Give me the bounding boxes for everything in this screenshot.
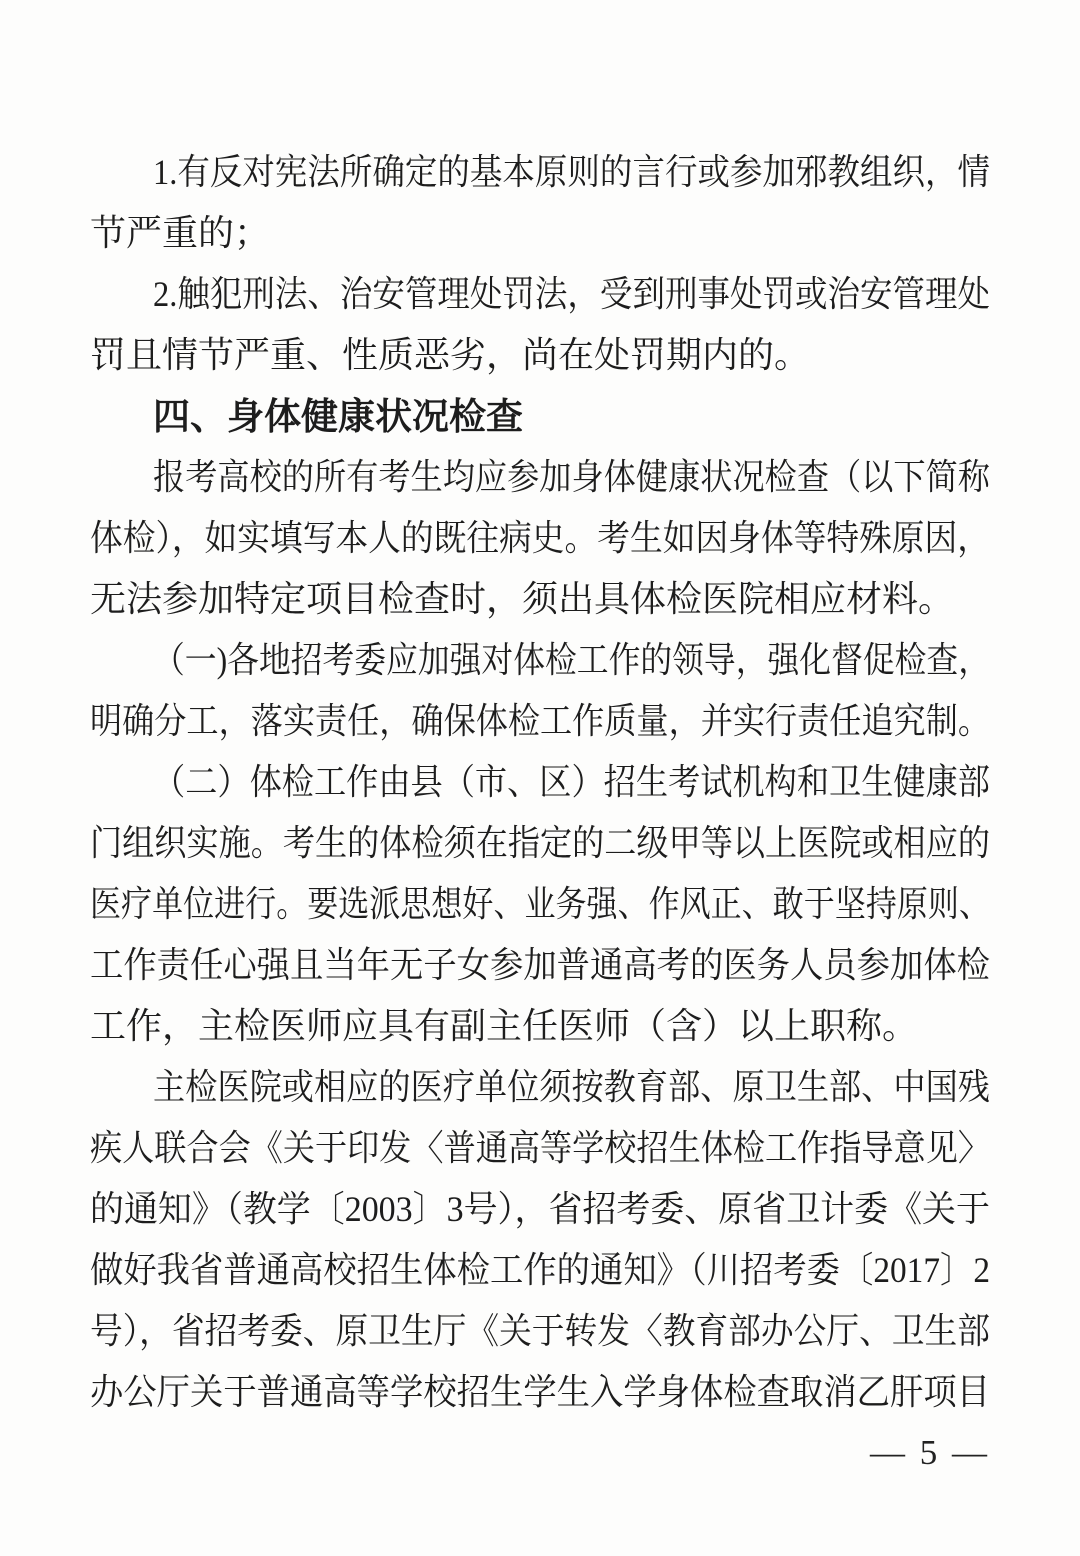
text-line: 医疗单位进行。要选派思想好、业务强、作风正、敢于坚持原则、 [90, 884, 990, 924]
text-line: 罚且情节严重、性质恶劣，尚在处罚期内的。 [90, 335, 811, 375]
section-heading: 四、身体健康状况检查 [153, 396, 523, 437]
text-line: 工作，主检医师应具有副主任医师（含）以上职称。 [90, 1006, 919, 1046]
text-line: 体检），如实填写本人的既往病史。考生如因身体等特殊原因， [90, 518, 990, 558]
text-line: 门组织实施。考生的体检须在指定的二级甲等以上医院或相应的 [90, 823, 990, 863]
text-line: 明确分工，落实责任，确保体检工作质量，并实行责任追究制。 [90, 701, 990, 741]
text-line: 号），省招考委、原卫生厅《关于转发〈教育部办公厅、卫生部 [90, 1311, 990, 1351]
text-line: 主检医院或相应的医疗单位须按教育部、原卫生部、中国残 [153, 1067, 990, 1107]
text-line: 做好我省普通高校招生体检工作的通知》（川招考委〔2017〕2 [90, 1250, 990, 1290]
text-line: 报考高校的所有考生均应参加身体健康状况检查（以下简称 [153, 457, 990, 497]
page-number: — 5 — [870, 1433, 990, 1472]
document-body [90, 142, 990, 1423]
text-line: 办公厅关于普通高等学校招生学生入学身体检查取消乙肝项目 [90, 1372, 990, 1412]
text-line: （一)各地招考委应加强对体检工作的领导，强化督促检查， [153, 640, 990, 680]
text-line: 疾人联合会《关于印发〈普通高等学校招生体检工作指导意见〉 [90, 1128, 990, 1168]
text-line: 的通知》（教学〔2003〕3号），省招考委、原省卫计委《关于 [90, 1189, 990, 1229]
text-line: 2.触犯刑法、治安管理处罚法，受到刑事处罚或治安管理处 [153, 274, 990, 314]
text-line: 1.有反对宪法所确定的基本原则的言行或参加邪教组织，情 [153, 152, 990, 192]
text-line: 工作责任心强且当年无子女参加普通高考的医务人员参加体检 [90, 945, 990, 985]
text-line: 无法参加特定项目检查时，须出具体检医院相应材料。 [90, 579, 955, 619]
text-line: （二）体检工作由县（市、区）招生考试机构和卫生健康部 [153, 762, 990, 802]
text-line: 节严重的； [90, 213, 271, 253]
